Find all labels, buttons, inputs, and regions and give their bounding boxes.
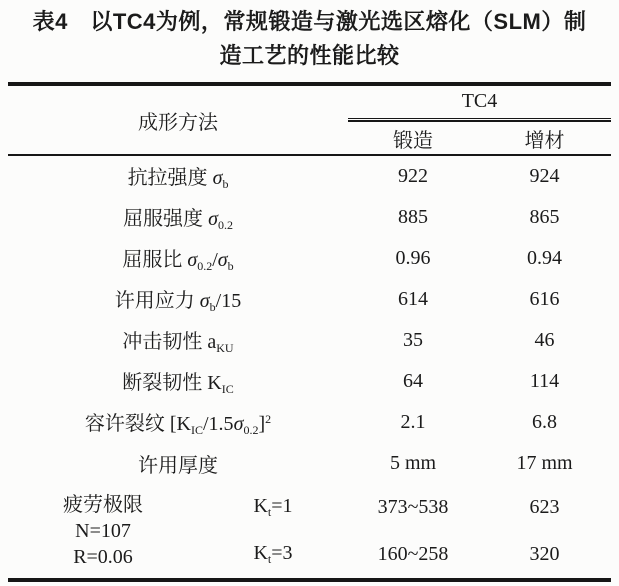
forge-value: 373~538 — [377, 496, 449, 518]
forge-value: 35 — [403, 329, 423, 351]
table-caption — [0, 0, 619, 73]
kt-label — [198, 531, 348, 580]
table-body — [8, 155, 611, 580]
additive-value: 320 — [529, 543, 560, 565]
col-header-additive: 增材 — [478, 121, 611, 155]
formula-text: =1 — [271, 495, 293, 517]
formula-text: ] — [258, 413, 266, 435]
formula-text: 断裂韧性 K — [122, 372, 222, 394]
fatigue-row — [8, 484, 611, 531]
row-label — [8, 402, 348, 443]
row-label — [8, 361, 348, 402]
kt-label — [198, 484, 348, 531]
formula-text: 许用厚度 — [138, 455, 218, 477]
formula-text: σ — [199, 290, 210, 312]
forge-value: 614 — [398, 288, 428, 310]
additive-value: 6.8 — [532, 411, 557, 433]
subscript: KU — [216, 341, 234, 355]
row-label — [8, 443, 348, 484]
subscript: IC — [221, 382, 234, 396]
row-label — [8, 155, 348, 197]
col-header-forming-method: 成形方法 — [8, 84, 348, 155]
formula-text: K — [253, 495, 268, 517]
forge-value: 64 — [403, 370, 423, 392]
row-label — [8, 238, 348, 279]
formula-text: σ — [217, 249, 228, 271]
comparison-table — [8, 82, 611, 582]
formula-text: 屈服强度 — [123, 208, 209, 230]
fatigue-label-line: 疲劳极限 — [63, 494, 143, 516]
additive-value: 924 — [529, 165, 560, 187]
fatigue-limit-label — [8, 484, 198, 580]
additive-value: 46 — [534, 329, 555, 351]
subscript: b — [222, 177, 229, 191]
formula-text: K — [253, 542, 268, 564]
col-header-forge: 锻造 — [348, 121, 478, 155]
subscript: b — [209, 300, 216, 314]
additive-value: 623 — [529, 496, 560, 518]
additive-value: 865 — [529, 206, 560, 228]
header-row-group — [8, 84, 611, 121]
formula-text: 容许裂纹 [K — [84, 413, 191, 435]
table-row — [8, 238, 611, 279]
formula-text: σ — [208, 208, 218, 230]
row-label — [8, 279, 348, 320]
table-row — [8, 361, 611, 402]
superscript: 2 — [265, 412, 272, 426]
forge-value: 160~258 — [377, 543, 449, 565]
forge-value: 2.1 — [400, 411, 426, 433]
subscript: 0.2 — [243, 423, 259, 437]
caption-line-2: 造工艺的性能比较 — [219, 43, 400, 68]
fatigue-label-line: N=107 — [75, 520, 131, 542]
forge-value: 922 — [398, 165, 428, 187]
subscript: IC — [191, 423, 203, 437]
formula-text: 冲击韧性 a — [122, 331, 217, 353]
row-label — [8, 320, 348, 361]
formula-text: =3 — [271, 542, 293, 564]
table-header — [8, 84, 611, 155]
table-row — [8, 402, 611, 443]
additive-value: 114 — [529, 370, 560, 392]
additive-value: 17 mm — [516, 452, 573, 474]
table-row — [8, 320, 611, 361]
formula-text: σ — [212, 167, 223, 189]
forge-value: 885 — [398, 206, 428, 228]
formula-text: / — [212, 249, 218, 271]
subscript: 0.2 — [197, 259, 213, 273]
formula-text: σ — [187, 249, 198, 271]
forge-value: 0.96 — [395, 247, 431, 269]
table-row — [8, 155, 611, 197]
caption-line-1: 表4 以TC4为例，常规锻造与激光选区熔化（SLM）制 — [32, 9, 587, 34]
table-row — [8, 279, 611, 320]
formula-text: /15 — [215, 290, 242, 312]
subscript: t — [267, 505, 272, 519]
col-header-tc4 — [348, 84, 611, 121]
table-row — [8, 197, 611, 238]
formula-text: 屈服比 — [122, 249, 188, 271]
formula-text: /1.5 — [203, 413, 234, 435]
subscript: b — [227, 259, 234, 273]
table-row — [8, 443, 611, 484]
forge-value: 5 mm — [389, 452, 437, 474]
formula-text: 许用应力 — [114, 290, 200, 312]
tc4-group-label: TC4 — [348, 87, 611, 119]
row-label — [8, 197, 348, 238]
formula-text: 抗拉强度 — [127, 167, 213, 189]
formula-text: σ — [233, 413, 244, 435]
fatigue-label-line: R=0.06 — [73, 546, 133, 568]
subscript: t — [267, 552, 272, 566]
subscript: 0.2 — [217, 218, 233, 232]
additive-value: 0.94 — [527, 247, 562, 269]
additive-value: 616 — [529, 288, 560, 310]
